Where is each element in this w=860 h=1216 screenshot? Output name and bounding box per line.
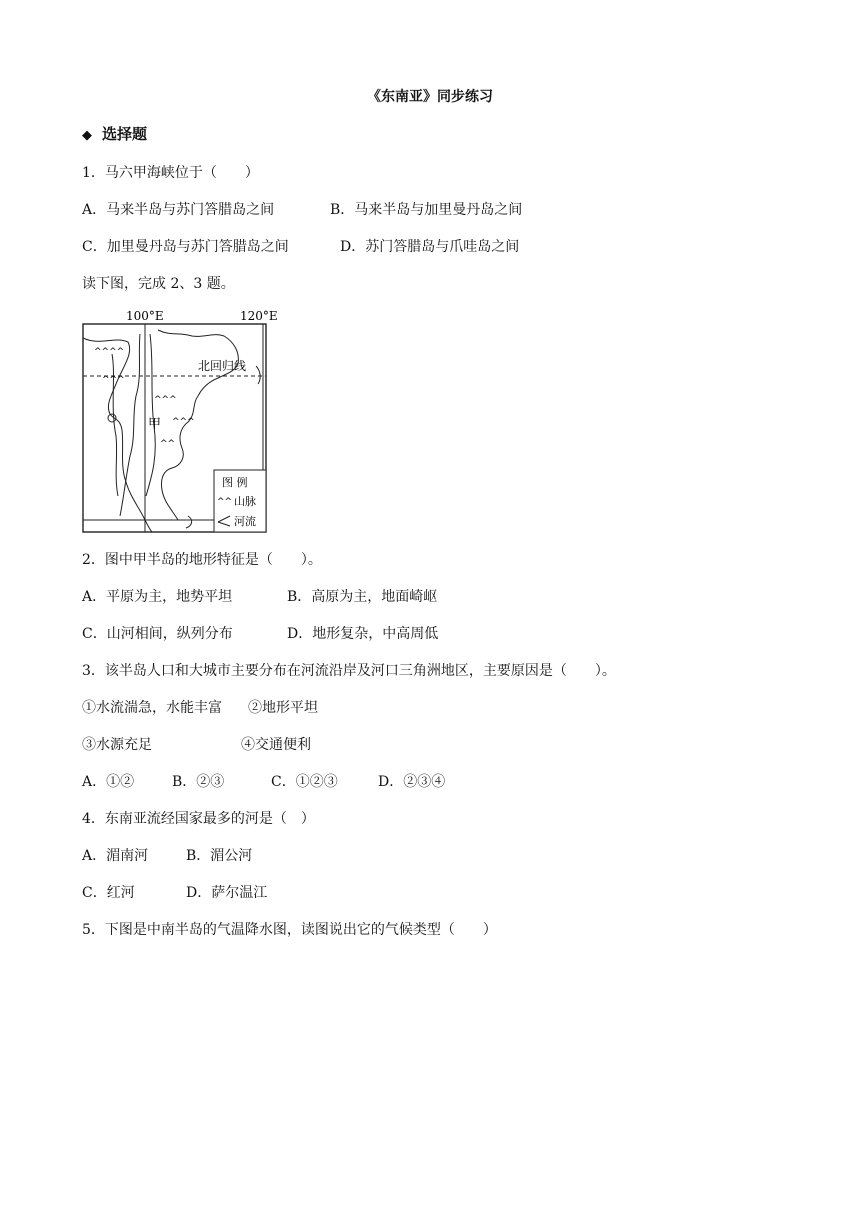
map-intro: 读下图，完成 2、3 题。 [82,276,235,292]
river-mekong [146,334,155,496]
mountain-mark: ^^^^ [94,347,125,357]
page-title: 《东南亚》同步练习 [367,89,493,105]
q3-statement-4: ④交通便利 [241,737,311,753]
q2-stem: 2．图中甲半岛的地形特征是（ ）。 [82,552,322,568]
peninsula-label: 甲 [148,417,162,432]
legend-mountain-label: 山脉 [234,495,256,508]
q1-option-c: C．加里曼丹岛与苏门答腊岛之间 [82,239,289,255]
legend-title: 图 例 [222,476,248,489]
island-south [186,516,192,528]
q3-statement-2: ②地形平坦 [248,700,318,716]
q3-option-b: B．②③ [172,774,225,790]
legend-river-label: 河流 [234,515,256,528]
lon-100-label: 100°E [126,309,164,323]
q3-statement-1: ①水流湍急，水能丰富 [82,700,222,716]
southeast-asia-map [80,306,280,534]
q3-option-c: C．①②③ [271,774,338,790]
island-east [256,366,260,384]
q2-option-c: C．山河相间，纵列分布 [82,626,233,642]
q4-option-c: C．红河 [82,885,135,901]
mountain-mark: ^^ [160,439,176,449]
q2-option-d: D．地形复杂，中高周低 [287,626,439,642]
q4-option-d: D．萨尔温江 [186,885,268,901]
q1-stem: 1．马六甲海峡位于（ ） [82,165,259,181]
river-salween [120,334,140,516]
q1-option-b: B．马来半岛与加里曼丹岛之间 [330,202,523,218]
q1-option-d: D．苏门答腊岛与爪哇岛之间 [340,239,520,255]
tropic-label: 北回归线 [198,359,247,373]
q3-option-d: D．②③④ [378,774,446,790]
q3-statement-3: ③水源充足 [82,737,152,753]
q4-stem: 4．东南亚流经国家最多的河是（ ） [82,811,315,827]
q2-option-a: A．平原为主，地势平坦 [82,589,233,605]
mountain-mark: ^^^ [102,375,125,385]
q4-option-b: B．湄公河 [186,848,253,864]
q1-option-a: A．马来半岛与苏门答腊岛之间 [82,202,275,218]
section-label: 选择题 [102,125,148,143]
coastline-west [83,338,152,532]
q4-option-a: A．湄南河 [82,848,149,864]
lon-120-label: 120°E [240,309,278,323]
q3-option-a: A．①② [82,774,135,790]
diamond-bullet-icon: ◆ [82,128,92,143]
legend-mountain-symbol: ^^ [217,497,233,507]
mountain-mark: ^^^ [154,395,177,405]
q5-stem: 5．下图是中南半岛的气温降水图，读图说出它的气候类型（ ） [82,922,497,938]
q3-stem: 3．该半岛人口和大城市主要分布在河流沿岸及河口三角洲地区，主要原因是（ ）。 [82,663,616,679]
q2-option-b: B．高原为主，地面崎岖 [287,589,438,605]
mountain-mark: ^^^ [172,417,195,427]
section-heading [82,123,147,144]
